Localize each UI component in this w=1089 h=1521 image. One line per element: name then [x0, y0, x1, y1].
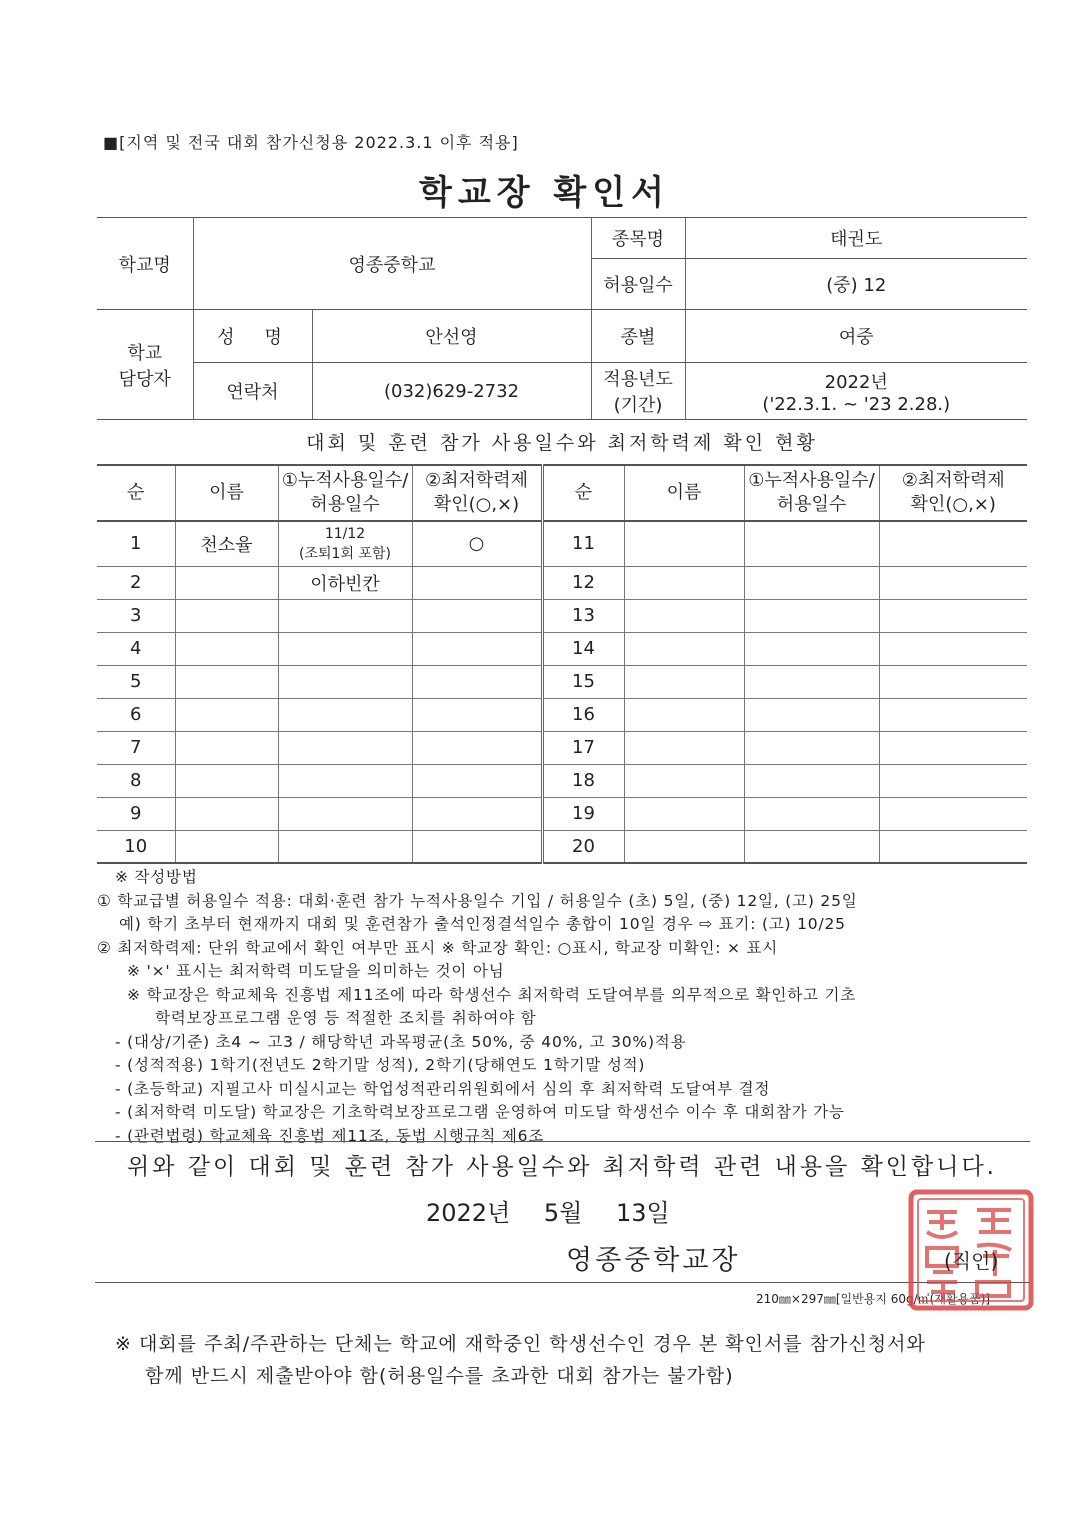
- row-academic-check: [412, 665, 542, 698]
- row-name: [624, 830, 744, 863]
- row-days: [278, 698, 412, 731]
- row-name: [175, 665, 278, 698]
- instruction-line: ※ 작성방법: [115, 868, 198, 886]
- row-days: [744, 632, 879, 665]
- row-no: 11: [542, 521, 624, 566]
- row-no: 18: [542, 764, 624, 797]
- row-no: 15: [542, 665, 624, 698]
- school-manager-label: [97, 310, 193, 420]
- instruction-line: - (대상/기준) 초4 ~ 고3 / 해당학년 과목평균(초 50%, 중 40%, 고 30%)적용: [115, 1032, 687, 1051]
- header-academic-left-line2: 확인(○,×): [433, 494, 520, 515]
- category-label: 종별: [591, 310, 685, 363]
- sport-value: 태권도: [685, 218, 1027, 259]
- header-days-left-line2: 허용일수: [310, 494, 380, 515]
- school-manager-label-line2: 담당자: [118, 368, 171, 390]
- row-days: [744, 731, 879, 764]
- period-value-line2: ('22.3.1. ~ '23 2.28.): [762, 393, 951, 415]
- issue-date: [426, 1193, 670, 1228]
- instruction-line: ① 학교급별 허용일수 적용: 대회·훈련 참가 누적사용일수 기입 / 허용일수 (초) 5일, (중) 12일, (고) 25일: [97, 891, 858, 910]
- instruction-line: - (성적적용) 1학기(전년도 2학기말 성적), 2학기(당해연도 1학기말 성적): [115, 1056, 646, 1074]
- row-no: 13: [542, 599, 624, 632]
- row-days: [744, 764, 879, 797]
- instruction-line: 예) 학기 초부터 현재까지 대회 및 훈련참가 출석인정결석일수 총합이 10일 경우 ⇨ 표기: (고) 10/25: [119, 915, 846, 933]
- header-days-left: [278, 465, 412, 521]
- row-days: [744, 698, 879, 731]
- row-name: [624, 665, 744, 698]
- row-days: [278, 599, 412, 632]
- table-row: [97, 698, 1027, 731]
- row-academic-check: [412, 698, 542, 731]
- instruction-line: - (관련법령) 학교체육 진흥법 제11조, 동법 시행규칙 제6조: [115, 1126, 545, 1145]
- row-academic-check: [879, 698, 1027, 731]
- document-title: 학교장 확인서: [419, 173, 670, 213]
- table-row: [97, 566, 1027, 599]
- row-name: [624, 698, 744, 731]
- table-row: [97, 830, 1027, 863]
- table-row: [97, 665, 1027, 698]
- row-no: 8: [97, 764, 175, 797]
- table-row: [97, 797, 1027, 830]
- table-row: [97, 599, 1027, 632]
- row-days: [744, 797, 879, 830]
- row-days: [744, 521, 879, 566]
- header-academic-left-line1: ②최저학력제: [424, 470, 529, 491]
- footer-note-line2: 함께 반드시 제출받아야 함(허용일수를 초과한 대회 참가는 불가함): [145, 1365, 734, 1387]
- row-days: [744, 665, 879, 698]
- row-days: [278, 830, 412, 863]
- status-table-body: [97, 521, 1027, 863]
- row-no: 6: [97, 698, 175, 731]
- sport-label: 종목명: [591, 218, 685, 259]
- row-days: [278, 566, 412, 599]
- form-header-note: ■[지역 및 전국 대회 참가신청용 2022.3.1 이후 적용]: [103, 133, 519, 152]
- row-no: 7: [97, 731, 175, 764]
- table-row: [97, 731, 1027, 764]
- header-academic-left: [412, 465, 542, 521]
- instruction-line: ※ '×' 표시는 최저학력 미도달을 의미하는 것이 아님: [127, 962, 505, 980]
- row-days: [744, 599, 879, 632]
- row-academic-check: [879, 797, 1027, 830]
- row-academic-check: [879, 731, 1027, 764]
- row-name: [624, 521, 744, 566]
- row-no: 4: [97, 632, 175, 665]
- row-name: [175, 599, 278, 632]
- row-no: 19: [542, 797, 624, 830]
- school-name-label: 학교명: [97, 218, 193, 310]
- row-no: 12: [542, 566, 624, 599]
- row-no: 9: [97, 797, 175, 830]
- footer-note: [115, 1328, 926, 1392]
- row-name: [624, 599, 744, 632]
- row-academic-check: [879, 566, 1027, 599]
- row-days: [278, 632, 412, 665]
- confirmation-statement: 위와 같이 대회 및 훈련 참가 사용일수와 최저학력 관련 내용을 확인합니다.: [127, 1154, 997, 1180]
- row-name: [175, 797, 278, 830]
- table-row: [97, 764, 1027, 797]
- period-label-line2: (기간): [613, 395, 663, 416]
- row-days: [278, 797, 412, 830]
- row-days: [744, 566, 879, 599]
- row-academic-check: [879, 599, 1027, 632]
- header-days-left-line1: ①누적사용일수/: [281, 470, 409, 491]
- header-days-right-line1: ①누적사용일수/: [748, 470, 875, 491]
- row-no: 17: [542, 731, 624, 764]
- row-days: [278, 731, 412, 764]
- period-label-line1: 적용년도: [603, 369, 673, 390]
- row-no: 2: [97, 566, 175, 599]
- footer-note-line1: ※ 대회를 주최/주관하는 단체는 학교에 재학중인 학생선수인 경우 본 확인서를 참가신청서와: [115, 1333, 926, 1355]
- row-no: 20: [542, 830, 624, 863]
- row-name: [624, 764, 744, 797]
- instruction-line: ※ 학교장은 학교체육 진흥법 제11조에 따라 학생선수 최저학력 도달여부를 의무적으로 확인하고 기초: [127, 985, 857, 1004]
- row-no: 5: [97, 665, 175, 698]
- contact-value: (032)629-2732: [312, 363, 591, 420]
- paper-specification: 210㎜×297㎜[일반용지 60g/㎡(재활용품)]: [756, 1292, 991, 1306]
- header-academic-right-line2: 확인(○,×): [910, 494, 996, 515]
- row-days-line2: (조퇴1회 포함): [299, 545, 391, 562]
- seal-label: (직인): [944, 1249, 999, 1273]
- row-no: 14: [542, 632, 624, 665]
- row-academic-check: [879, 830, 1027, 863]
- period-label: [591, 363, 685, 420]
- participation-status-table: [97, 464, 1027, 864]
- row-no: 16: [542, 698, 624, 731]
- instruction-line: 학력보장프로그램 운영 등 적절한 조치를 취하여야 함: [155, 1009, 537, 1027]
- row-days: [278, 764, 412, 797]
- row-days: [278, 665, 412, 698]
- instruction-line: - (초등학교) 지필고사 미실시교는 학업성적관리위원회에서 심의 후 최저학력 도달여부 결정: [115, 1079, 771, 1098]
- school-manager-label-line1: 학교: [127, 342, 163, 364]
- writing-instructions: [97, 866, 1037, 1148]
- row-academic-check: [879, 665, 1027, 698]
- row-academic-check: [412, 599, 542, 632]
- header-academic-right-line1: ②최저학력제: [901, 470, 1005, 491]
- row-days-line1: 11/12: [324, 525, 366, 542]
- divider-bottom: [95, 1282, 1030, 1283]
- row-academic-check: [879, 632, 1027, 665]
- row-name: [175, 566, 278, 599]
- row-name: [175, 632, 278, 665]
- row-no: 3: [97, 599, 175, 632]
- header-no-left: 순: [97, 465, 175, 521]
- row-no: 1: [97, 521, 175, 566]
- category-value: 여중: [685, 310, 1027, 363]
- manager-name-label: 성 명: [193, 310, 312, 363]
- row-name: [624, 566, 744, 599]
- issue-date-day: 13일: [616, 1199, 670, 1227]
- row-academic-check: [412, 632, 542, 665]
- principal-title: 영종중학교장: [566, 1245, 741, 1276]
- row-days: [278, 521, 412, 566]
- row-days: [744, 830, 879, 863]
- period-value-line1: 2022년: [824, 371, 888, 393]
- row-name: [175, 764, 278, 797]
- allowed-days-label: 허용일수: [591, 259, 685, 310]
- header-academic-right: [879, 465, 1027, 521]
- row-academic-check: [412, 830, 542, 863]
- row-name: [624, 632, 744, 665]
- row-academic-check: [412, 764, 542, 797]
- allowed-days-value: (중) 12: [685, 259, 1027, 310]
- row-academic-check: ○: [412, 521, 542, 566]
- school-info-table: [97, 217, 1027, 420]
- row-name: [624, 797, 744, 830]
- table-row: [97, 521, 1027, 566]
- row-academic-check: [879, 521, 1027, 566]
- row-academic-check: [879, 764, 1027, 797]
- instruction-line: ② 최저학력제: 단위 학교에서 확인 여부만 표시 ※ 학교장 확인: ○표시, 학교장 미확인: × 표시: [97, 938, 779, 957]
- row-no: 10: [97, 830, 175, 863]
- section-title: 대회 및 훈련 참가 사용일수와 최저학력제 확인 현황: [306, 432, 818, 454]
- row-academic-check: [412, 566, 542, 599]
- divider-top: [95, 1141, 1030, 1142]
- row-name: [175, 830, 278, 863]
- row-name: [175, 698, 278, 731]
- row-name: 천소율: [175, 521, 278, 566]
- header-name-left: 이름: [175, 465, 278, 521]
- row-academic-check: [412, 731, 542, 764]
- school-name-value: 영종중학교: [193, 218, 591, 310]
- row-days-line1: 이하빈칸: [310, 573, 380, 595]
- header-days-right-line2: 허용일수: [776, 494, 847, 515]
- contact-label: 연락처: [193, 363, 312, 420]
- row-name: [624, 731, 744, 764]
- header-name-right: 이름: [624, 465, 744, 521]
- header-days-right: [744, 465, 879, 521]
- instruction-line: - (최저학력 미도달) 학교장은 기초학력보장프로그램 운영하여 미도달 학생선수 이수 후 대회참가 가능: [115, 1103, 845, 1121]
- issue-date-month: 5월: [543, 1199, 583, 1227]
- period-value: [685, 363, 1027, 420]
- manager-name-value: 안선영: [312, 310, 591, 363]
- table-row: [97, 632, 1027, 665]
- row-academic-check: [412, 797, 542, 830]
- issue-date-year: 2022년: [426, 1199, 511, 1227]
- row-name: [175, 731, 278, 764]
- header-no-right: 순: [542, 465, 624, 521]
